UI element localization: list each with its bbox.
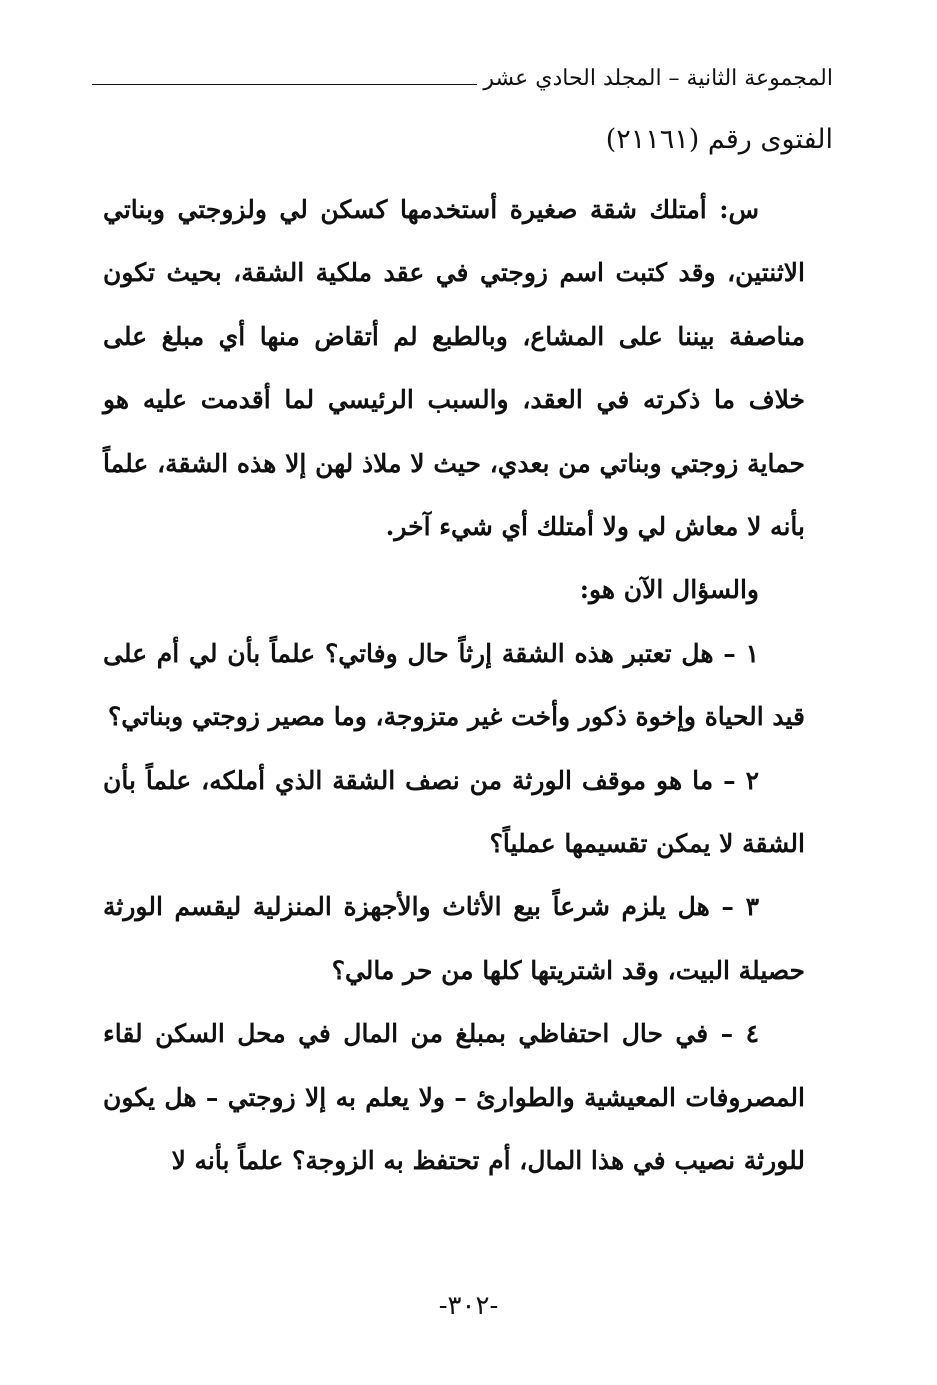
running-header (92, 58, 833, 94)
question-body (103, 178, 805, 1193)
page-number: -٣٠٢- (438, 1291, 499, 1321)
question-item-4: ٤ – في حال احتفاظي بمبلغ من المال في محل السكن لقاء المصروفات المعيشية والطوارئ – ولا يعلم به إلا زوجتي – هل يكون للورثة نصيب في هذا المال، أم تحتفظ به الزوجة؟ علماً بأنه لا (103, 1019, 805, 1176)
question-item-2: ٢ – ما هو موقف الورثة من نصف الشقة الذي أملكه، علماً بأن الشقة لا يمكن تقسيمها عملياً؟ (103, 765, 805, 859)
question-item-1: ١ – هل تعتبر هذه الشقة إرثاً حال وفاتي؟ علماً بأن لي أم على قيد الحياة وإخوة ذكور وأخت غير متزوجة، وما مصير زوجتي وبناتي؟ (103, 638, 805, 732)
running-title: المجموعة الثانية – المجلد الحادي عشر (483, 66, 833, 91)
header-rule (92, 84, 477, 85)
question-intro-paragraph: س: أمتلك شقة صغيرة أستخدمها كسكن لي ولزوجتي وبناتي الاثنتين، وقد كتبت اسم زوجتي في عقد ملكية الشقة، بحيث تكون مناصفة بيننا على المشاع، وبالطبع لم أتقاض منها أي مبلغ على خلاف ما ذكرته في العقد، والسبب الرئيسي لما أقدمت عليه هو حماية زوجتي وبناتي من بعدي، حيث لا ملاذ لهن إلا هذه الشقة، علماً بأنه لا معاش لي ولا أمتلك أي شيء آخر. (103, 195, 805, 542)
fatwa-number-heading: الفتوى رقم (٢١١٦١) (605, 124, 833, 155)
question-lead-in: والسؤال الآن هو: (579, 575, 759, 605)
question-item-3: ٣ – هل يلزم شرعاً بيع الأثاث والأجهزة المنزلية ليقسم الورثة حصيلة البيت، وقد اشتريتها كلها من حر مالي؟ (103, 892, 805, 985)
